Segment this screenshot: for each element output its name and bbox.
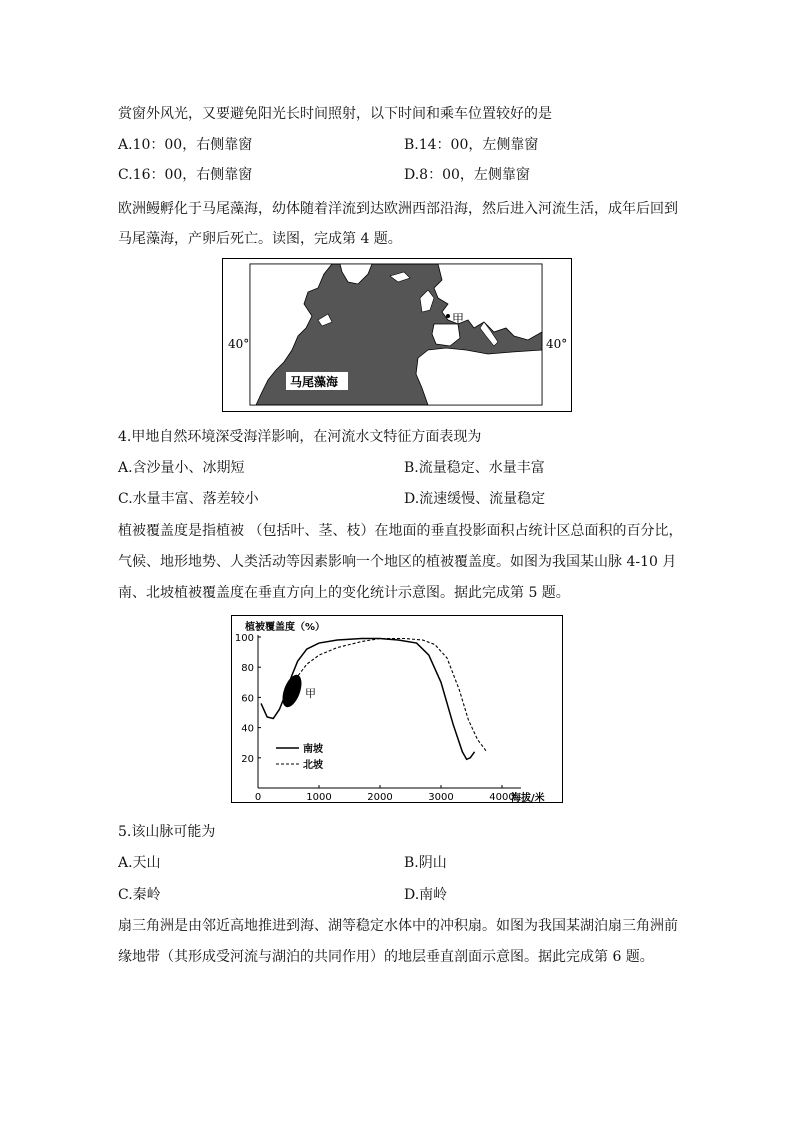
q4-option-a[interactable]: A.含沙量小、冰期短: [118, 460, 245, 476]
q5-option-c[interactable]: C.秦岭: [118, 887, 161, 903]
atlantic-map: [222, 258, 572, 412]
q4-option-b[interactable]: B.流量稳定、水量丰富: [404, 460, 545, 476]
q5-option-d[interactable]: D.南岭: [404, 887, 448, 903]
q3-option-a[interactable]: A.10：00，右侧靠窗: [118, 137, 253, 153]
x-tick-label: 2000: [367, 792, 393, 803]
y-tick-label: 80: [241, 663, 254, 675]
legend-label-south: 南坡: [303, 744, 323, 755]
africa-landmass: [416, 348, 542, 405]
veg-line-2: 气候、地形地势、人类活动等因素影响一个地区的植被覆盖度。如图为我国某山脉 4-10 月: [118, 554, 677, 570]
q3-option-b[interactable]: B.14：00，左侧靠窗: [404, 137, 539, 153]
q3-option-d[interactable]: D.8：00，左侧靠窗: [404, 167, 530, 183]
q5-option-a[interactable]: A.天山: [118, 855, 161, 871]
y-tick-label: 100: [234, 633, 254, 644]
y-tick-label: 40: [241, 723, 254, 735]
eel-line-2: 马尾藻海，产卵后死亡。读图，完成第 4 题。: [118, 231, 402, 247]
vegetation-chart-figure: [231, 615, 563, 803]
x-tick-label: 3000: [428, 792, 454, 803]
x-tick-label: 1000: [306, 792, 332, 803]
delta-line-2: 缘地带（其形成受河流与湖泊的共同作用）的地层垂直剖面示意图。据此完成第 6 题。: [118, 949, 654, 965]
chart-xlabel: 海拔/米: [511, 793, 545, 803]
point-jia-label: 甲: [452, 312, 465, 326]
lat-right-label: 40°: [546, 337, 568, 351]
sargasso-sea-label: 马尾藻海: [290, 375, 339, 389]
q5-stem: 5.该山脉可能为: [118, 824, 216, 840]
intro-line: 赏窗外风光，又要避免阳光长时间照射，以下时间和乘车位置较好的是: [118, 106, 552, 122]
delta-line-1: 扇三角洲是由邻近高地推进到海、湖等稳定水体中的冲积扇。如图为我国某湖泊扇三角洲前: [118, 918, 678, 934]
q4-stem: 4.甲地自然环境深受海洋影响，在河流水文特征方面表现为: [118, 429, 482, 445]
chart-frame: [232, 616, 563, 803]
chart-title: 植被覆盖度（%）: [245, 622, 326, 633]
lat-left-label: 40°: [228, 337, 250, 351]
x-tick-label: 4000: [489, 792, 515, 803]
y-tick-label: 20: [241, 753, 254, 765]
vegetation-chart: [231, 615, 563, 803]
q4-option-c[interactable]: C.水量丰富、落差较小: [118, 491, 259, 507]
chart-annotation-jia: 甲: [305, 687, 316, 700]
q3-option-c[interactable]: C.16：00，右侧靠窗: [118, 167, 253, 183]
y-tick-label: 60: [241, 693, 254, 705]
eel-line-1: 欧洲鳗孵化于马尾藻海，幼体随着洋流到达欧洲西部沿海，然后进入河流生活，成年后回到: [118, 201, 678, 217]
atlantic-map-figure: [222, 258, 572, 412]
point-jia-marker: [446, 314, 450, 318]
legend-label-north: 北坡: [303, 760, 323, 771]
veg-line-1: 植被覆盖度是指植被 （包括叶、茎、枝）在地面的垂直投影面积占统计区总面积的百分比，: [118, 523, 683, 539]
veg-line-3: 南、北坡植被覆盖度在垂直方向上的变化统计示意图。据此完成第 5 题。: [118, 585, 570, 601]
q5-option-b[interactable]: B.阴山: [404, 855, 447, 871]
x-tick-label: 0: [254, 792, 262, 803]
q4-option-d[interactable]: D.流速缓慢、流量稳定: [404, 491, 546, 507]
